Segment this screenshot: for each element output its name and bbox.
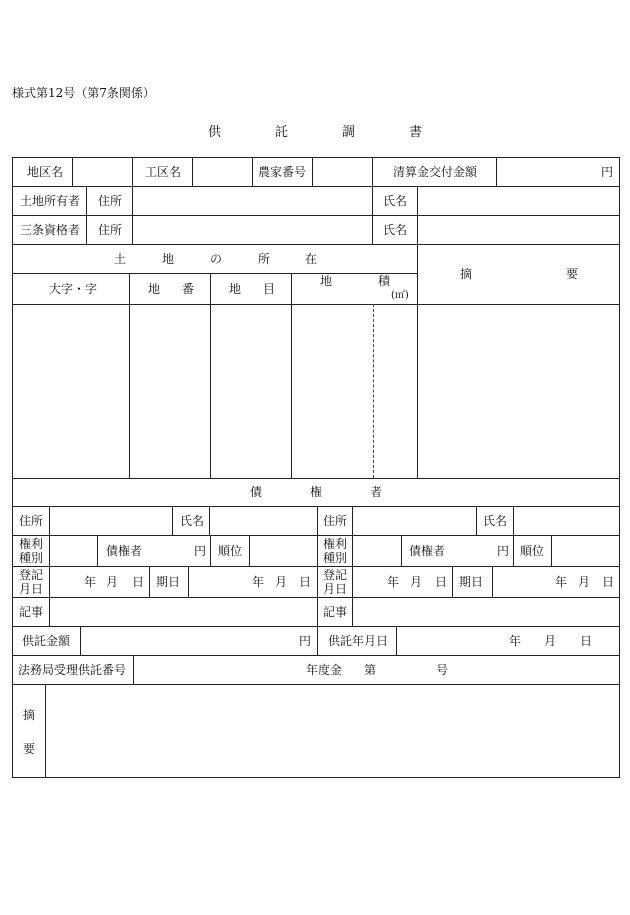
- col-divider: [352, 506, 353, 626]
- col-divider: [291, 273, 292, 478]
- col-category-char: 地: [229, 282, 242, 296]
- col-area-char: 積: [378, 274, 391, 288]
- col-divider: [492, 566, 493, 597]
- creditor-header-char: 権: [310, 485, 323, 499]
- label-note: 記事: [323, 605, 348, 619]
- label-right-type: 権利: [323, 537, 348, 551]
- unit-day: 日: [580, 634, 593, 648]
- col-divider: [317, 626, 318, 655]
- loc-header-char: 地: [162, 252, 175, 266]
- row-divider: [12, 684, 620, 685]
- row-divider: [12, 566, 620, 567]
- col-aza: 大字・字: [49, 282, 98, 296]
- label-due-date: 期日: [156, 575, 181, 589]
- col-divider: [401, 535, 402, 566]
- label-name: 氏名: [483, 514, 508, 528]
- label-due-date: 期日: [459, 575, 484, 589]
- unit-month: 月: [410, 575, 423, 589]
- col-divider: [452, 566, 453, 597]
- col-divider: [188, 566, 189, 597]
- label-address: 住所: [323, 514, 348, 528]
- col-divider: [317, 506, 318, 626]
- remarks-char: 摘: [460, 267, 473, 281]
- label-registration: 登記: [19, 568, 44, 582]
- col-divider: [551, 535, 552, 566]
- col-divider: [249, 535, 250, 566]
- col-divider: [86, 186, 87, 244]
- row-divider: [12, 186, 620, 187]
- unit-year: 年: [84, 575, 97, 589]
- loc-header-char: 在: [305, 252, 318, 266]
- col-lot-char: 地: [148, 282, 161, 296]
- col-divider: [129, 273, 130, 478]
- label-name: 氏名: [383, 223, 408, 237]
- col-divider: [513, 535, 514, 566]
- row-divider: [12, 304, 620, 305]
- row-divider: [12, 478, 620, 479]
- title-char: 調: [342, 125, 356, 140]
- label-rank: 順位: [218, 544, 243, 558]
- row-divider: [12, 273, 417, 274]
- label-land-owner: 土地所有者: [20, 194, 81, 208]
- title-char: 託: [274, 125, 288, 140]
- loc-header-char: 所: [258, 252, 271, 266]
- col-divider: [192, 157, 193, 186]
- label-no: 第: [364, 663, 377, 677]
- label-settlement-amount: 清算金交付金額: [393, 165, 478, 179]
- unit-day: 日: [299, 575, 312, 589]
- unit-year: 年: [387, 575, 400, 589]
- label-work-district: 工区名: [145, 165, 182, 179]
- row-divider: [12, 215, 620, 216]
- bottom-remarks-char: 摘: [23, 708, 36, 722]
- label-creditor: 債権者: [409, 544, 446, 558]
- col-area-char: 地: [320, 274, 333, 288]
- document-title: [0, 121, 630, 140]
- unit-day: 日: [602, 575, 615, 589]
- creditor-header-char: 者: [370, 485, 383, 499]
- col-divider: [252, 157, 253, 186]
- unit-month: 月: [106, 575, 119, 589]
- label-number-suffix: 号: [436, 663, 449, 677]
- title-char: 供: [207, 125, 221, 140]
- label-farmer-no: 農家番号: [258, 165, 307, 179]
- label-registration: 登記: [323, 568, 348, 582]
- label-name: 氏名: [180, 514, 205, 528]
- col-divider: [417, 244, 418, 478]
- col-divider: [372, 157, 373, 186]
- label-district: 地区名: [27, 165, 64, 179]
- col-divider: [210, 535, 211, 566]
- yen-unit: 円: [601, 165, 614, 179]
- unit-month: 月: [578, 575, 591, 589]
- unit-year: 年: [509, 634, 522, 648]
- label-creditor: 債権者: [106, 544, 143, 558]
- label-address: 住所: [98, 194, 123, 208]
- label-deposit-date: 供託年月日: [328, 634, 389, 648]
- col-lot-char: 番: [182, 282, 195, 296]
- form-number-label: 様式第12号（第7条関係）: [12, 86, 155, 100]
- label-registration: 月日: [19, 582, 44, 596]
- col-divider: [80, 626, 81, 655]
- label-rank: 順位: [520, 544, 545, 558]
- col-divider: [149, 566, 150, 597]
- unit-day: 日: [132, 575, 145, 589]
- col-area-unit: (㎡): [391, 290, 409, 301]
- col-divider: [372, 186, 373, 244]
- label-address: 住所: [19, 514, 44, 528]
- col-divider: [312, 157, 313, 186]
- remarks-char: 要: [566, 267, 579, 281]
- yen-unit: 円: [497, 544, 510, 558]
- unit-year: 年: [555, 575, 568, 589]
- yen-unit: 円: [299, 634, 312, 648]
- row-divider: [12, 535, 620, 536]
- col-divider: [513, 506, 514, 535]
- loc-header-char: の: [210, 252, 223, 266]
- row-divider: [12, 655, 620, 656]
- label-right-type: 種別: [19, 551, 44, 565]
- col-divider: [45, 684, 46, 778]
- label-note: 記事: [19, 605, 44, 619]
- col-category-char: 目: [263, 282, 276, 296]
- row-divider: [12, 506, 620, 507]
- label-right-type: 種別: [323, 551, 348, 565]
- label-fiscal-year-fund: 年度金: [306, 663, 343, 677]
- unit-day: 日: [435, 575, 448, 589]
- loc-header-char: 土: [114, 252, 127, 266]
- row-divider: [12, 597, 620, 598]
- col-divider: [476, 506, 477, 535]
- label-right-type: 権利: [19, 537, 44, 551]
- yen-unit: 円: [194, 544, 207, 558]
- label-address: 住所: [98, 223, 123, 237]
- creditor-header-char: 債: [250, 485, 263, 499]
- col-divider: [172, 506, 173, 535]
- label-name: 氏名: [383, 194, 408, 208]
- row-divider: [12, 626, 620, 627]
- unit-month: 月: [544, 634, 557, 648]
- title-char: 書: [409, 125, 423, 140]
- col-divider: [496, 157, 497, 186]
- label-deposit-amount: 供託金額: [22, 634, 71, 648]
- col-divider: [417, 186, 418, 244]
- col-divider: [97, 535, 98, 566]
- row-divider: [12, 244, 620, 245]
- unit-month: 月: [275, 575, 288, 589]
- col-divider: [210, 273, 211, 478]
- col-divider: [133, 655, 134, 684]
- label-bureau-number: 法務局受理供託番号: [18, 663, 127, 677]
- unit-year: 年: [252, 575, 265, 589]
- label-registration: 月日: [323, 582, 348, 596]
- col-divider: [396, 626, 397, 655]
- col-divider: [72, 157, 73, 186]
- decimal-divider: [373, 304, 374, 478]
- col-divider: [132, 186, 133, 244]
- label-article3: 三条資格者: [20, 223, 81, 237]
- bottom-remarks-char: 要: [23, 742, 36, 756]
- col-divider: [49, 506, 50, 626]
- col-divider: [132, 157, 133, 186]
- col-divider: [209, 506, 210, 535]
